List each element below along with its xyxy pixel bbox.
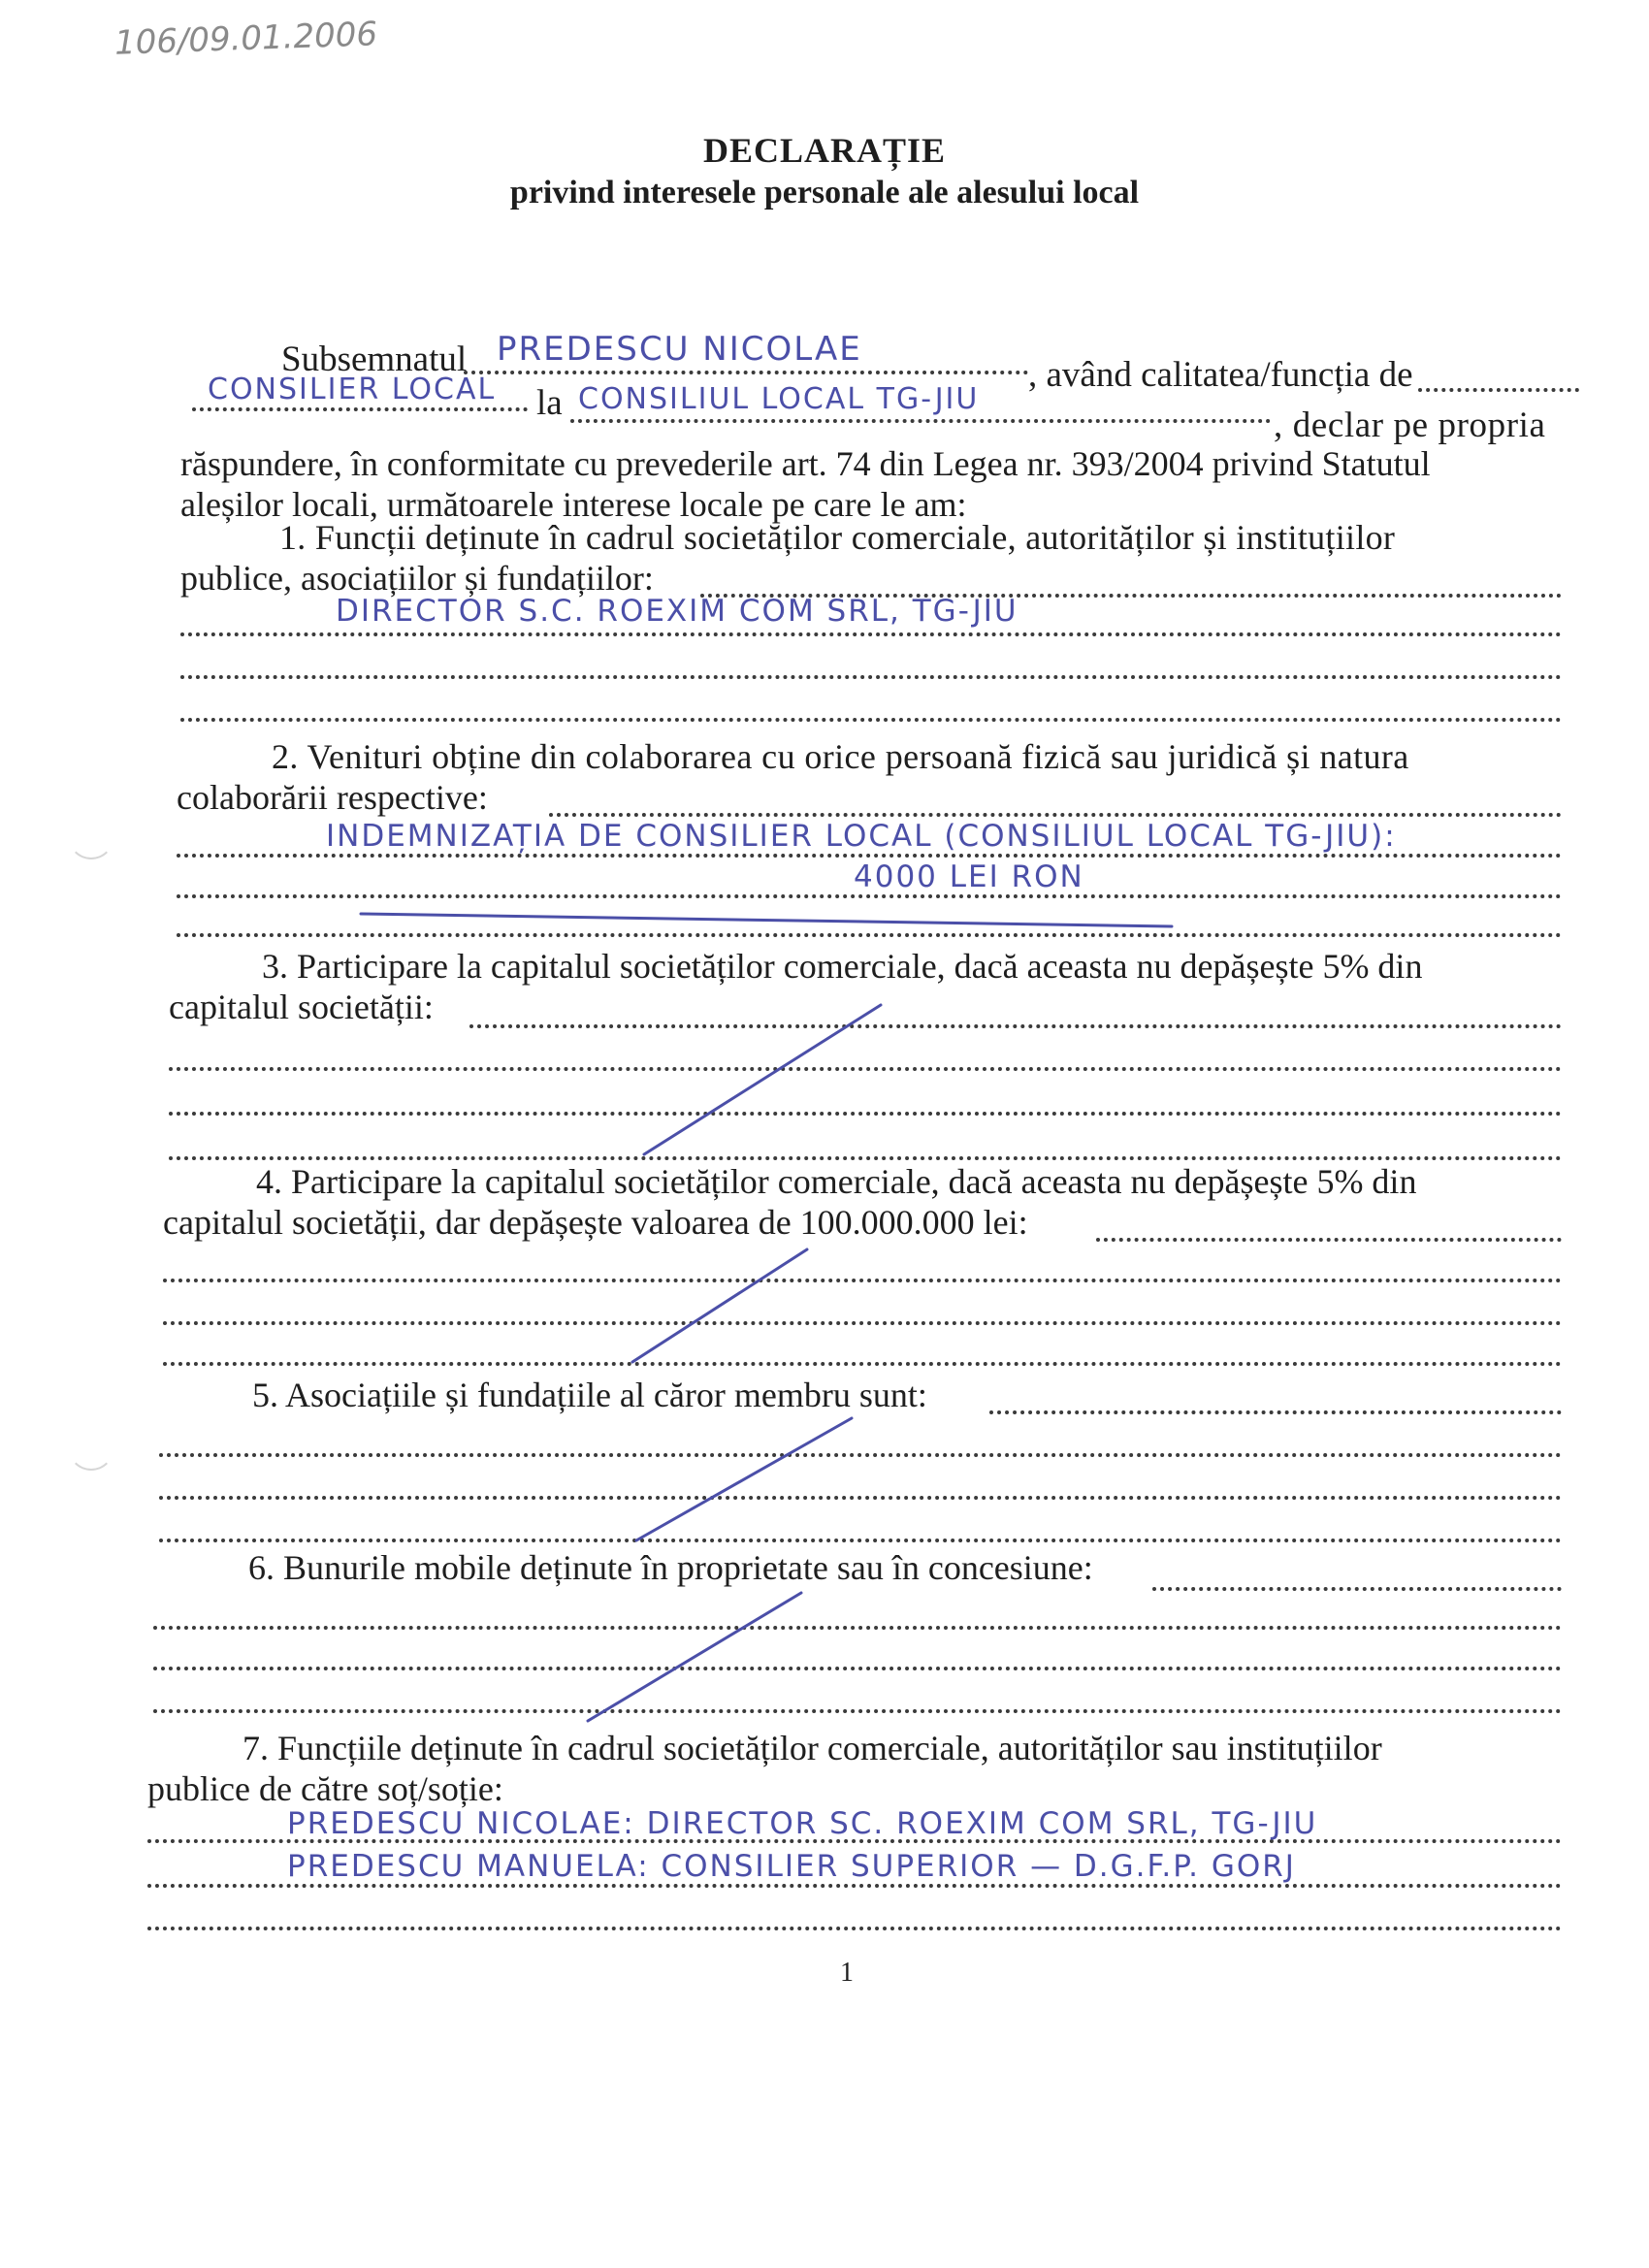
section-7-entry-2: PREDESCU MANUELA: CONSILIER SUPERIOR — D.G.F.P. GORJ <box>287 1849 1296 1884</box>
document-title: DECLARAȚIE <box>702 131 947 170</box>
section-3-line-2: capitalul societății: <box>169 988 434 1026</box>
intro-line-3: răspundere, în conformitate cu prevederile art. 74 din Legea nr. 393/2004 privind Statutul <box>180 444 1431 483</box>
declar-label: , declar pe propria <box>1274 405 1546 445</box>
section-7-line-2: publice de către soț/soție: <box>147 1769 503 1808</box>
avand-label: , având calitatea/funcția de <box>1028 355 1413 395</box>
la-label: la <box>536 383 563 423</box>
section-2-entry-1: INDEMNIZAȚIA DE CONSILIER LOCAL (CONSILIUL LOCAL TG-JIU): <box>326 819 1397 854</box>
declarant-name: PREDESCU NICOLAE <box>497 330 862 369</box>
page-number: 1 <box>840 1958 854 1988</box>
section-7-line-1: 7. Funcțiile deținute în cadrul societăților comerciale, autorităților sau instituțiilor <box>242 1729 1382 1767</box>
intro-line-4: aleșilor locali, următoarele interese locale pe care le am: <box>180 485 967 524</box>
section-4-strike-line <box>632 1249 807 1362</box>
section-5-line-1: 5. Asociațiile și fundațiile al căror membru sunt: <box>252 1376 927 1414</box>
section-3-line-1: 3. Participare la capitalul societăților comerciale, dacă aceasta nu depășește 5% din <box>262 947 1423 986</box>
section-4-line-2: capitalul societății, dar depășește valoarea de 100.000.000 lei: <box>163 1203 1028 1242</box>
section-6-line-1: 6. Bunurile mobile deținute în proprietate sau în concesiune: <box>248 1548 1093 1587</box>
section-2-underline <box>361 914 1172 926</box>
punch-hole-mark <box>68 1424 114 1471</box>
section-2-entry-2: 4000 LEI RON <box>854 859 1084 894</box>
section-5-strike-line <box>636 1418 852 1540</box>
institution-value: CONSILIUL LOCAL TG-JIU <box>578 382 980 416</box>
section-3-strike-line <box>644 1005 881 1154</box>
section-7-entry-1: PREDESCU NICOLAE: DIRECTOR SC. ROEXIM COM SRL, TG-JIU <box>287 1806 1318 1841</box>
section-1-line-2: publice, asociațiilor și fundațiilor: <box>180 559 654 598</box>
section-2-line-1: 2. Venituri obține din colaborarea cu orice persoană fizică sau juridică și natura <box>272 737 1409 776</box>
registry-note: 106/09.01.2006 <box>113 15 378 63</box>
section-2-line-2: colaborării respective: <box>177 778 488 817</box>
function-value: CONSILIER LOCAL <box>208 373 497 406</box>
section-6-strike-line <box>588 1593 801 1721</box>
section-4-line-1: 4. Participare la capitalul societăților comerciale, dacă aceasta nu depășește 5% din <box>256 1162 1417 1201</box>
document-subtitle: privind interesele personale ale alesului local <box>509 175 1140 211</box>
subsemnatul-label: Subsemnatul <box>281 340 468 379</box>
section-1-entry-1: DIRECTOR S.C. ROEXIM COM SRL, TG-JIU <box>336 594 1018 629</box>
punch-hole-mark <box>68 813 114 859</box>
section-1-line-1: 1. Funcții deținute în cadrul societăților comerciale, autorităților și instituțiilor <box>279 518 1396 557</box>
